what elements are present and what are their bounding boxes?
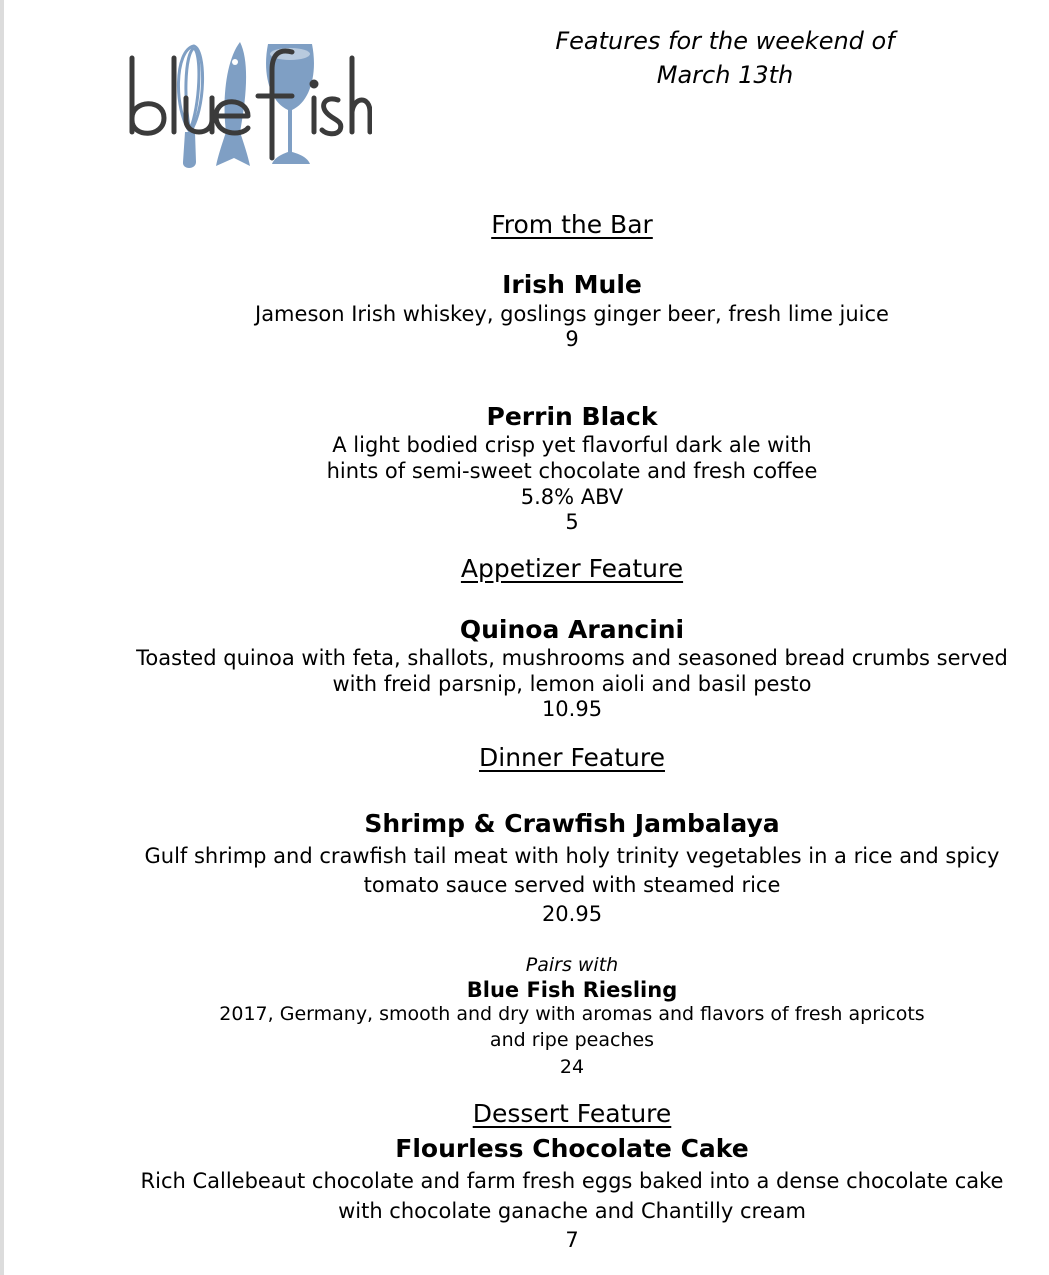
section-heading-dessert: Dessert Feature (472, 1099, 672, 1128)
item-name-jambalaya: Shrimp & Crawfish Jambalaya (364, 809, 780, 838)
item-desc-quinoa-1: Toasted quinoa with feta, shallots, mushrooms and seasoned bread crumbs served (136, 646, 1008, 670)
logo-letters (132, 51, 370, 158)
item-desc-perrin-black-1: A light bodied crisp yet flavorful dark ale with (332, 433, 812, 457)
bluefish-logo (122, 40, 372, 170)
whisk-icon (178, 46, 202, 132)
section-heading-bar: From the Bar (491, 210, 653, 239)
item-name-chocolate-cake: Flourless Chocolate Cake (395, 1134, 749, 1163)
item-price-chocolate-cake: 7 (565, 1228, 579, 1252)
item-desc-chocolate-cake-1: Rich Callebeaut chocolate and farm fresh eggs baked into a dense chocolate cake (140, 1169, 1004, 1193)
item-desc-riesling-2: and ripe peaches (489, 1029, 655, 1051)
whisk-handle-icon (183, 132, 196, 168)
fish-eye-icon (232, 59, 238, 65)
item-desc-perrin-black-2: hints of semi-sweet chocolate and fresh coffee (326, 459, 818, 483)
page-edge (0, 0, 4, 1275)
item-desc-quinoa-2: with freid parsnip, lemon aioli and basil pesto (332, 672, 812, 696)
item-desc-chocolate-cake-2: with chocolate ganache and Chantilly cream (338, 1199, 806, 1223)
section-heading-appetizer: Appetizer Feature (460, 554, 684, 583)
item-desc-jambalaya-2: tomato sauce served with steamed rice (363, 873, 781, 897)
item-desc-irish-mule: Jameson Irish whiskey, goslings ginger beer, fresh lime juice (255, 302, 889, 326)
item-abv-perrin-black: 5.8% ABV (520, 485, 624, 509)
header-line-2: March 13th (656, 61, 794, 89)
item-price-jambalaya: 20.95 (541, 902, 603, 926)
item-price-irish-mule: 9 (565, 327, 579, 351)
item-name-irish-mule: Irish Mule (502, 270, 642, 299)
pairs-with-label: Pairs with (525, 954, 619, 976)
item-desc-jambalaya-1: Gulf shrimp and crawfish tail meat with holy trinity vegetables in a rice and spicy (144, 844, 1000, 868)
item-desc-riesling-1: 2017, Germany, smooth and dry with aromas and flavors of fresh apricots (219, 1003, 925, 1025)
header-line-1: Features for the weekend of (555, 27, 895, 55)
item-price-perrin-black: 5 (565, 510, 579, 534)
item-name-riesling: Blue Fish Riesling (466, 978, 678, 1002)
item-price-quinoa: 10.95 (541, 697, 603, 721)
item-name-perrin-black: Perrin Black (486, 402, 658, 431)
item-price-riesling: 24 (559, 1056, 585, 1078)
section-heading-dinner: Dinner Feature (479, 743, 665, 772)
item-name-quinoa-arancini: Quinoa Arancini (459, 615, 685, 644)
